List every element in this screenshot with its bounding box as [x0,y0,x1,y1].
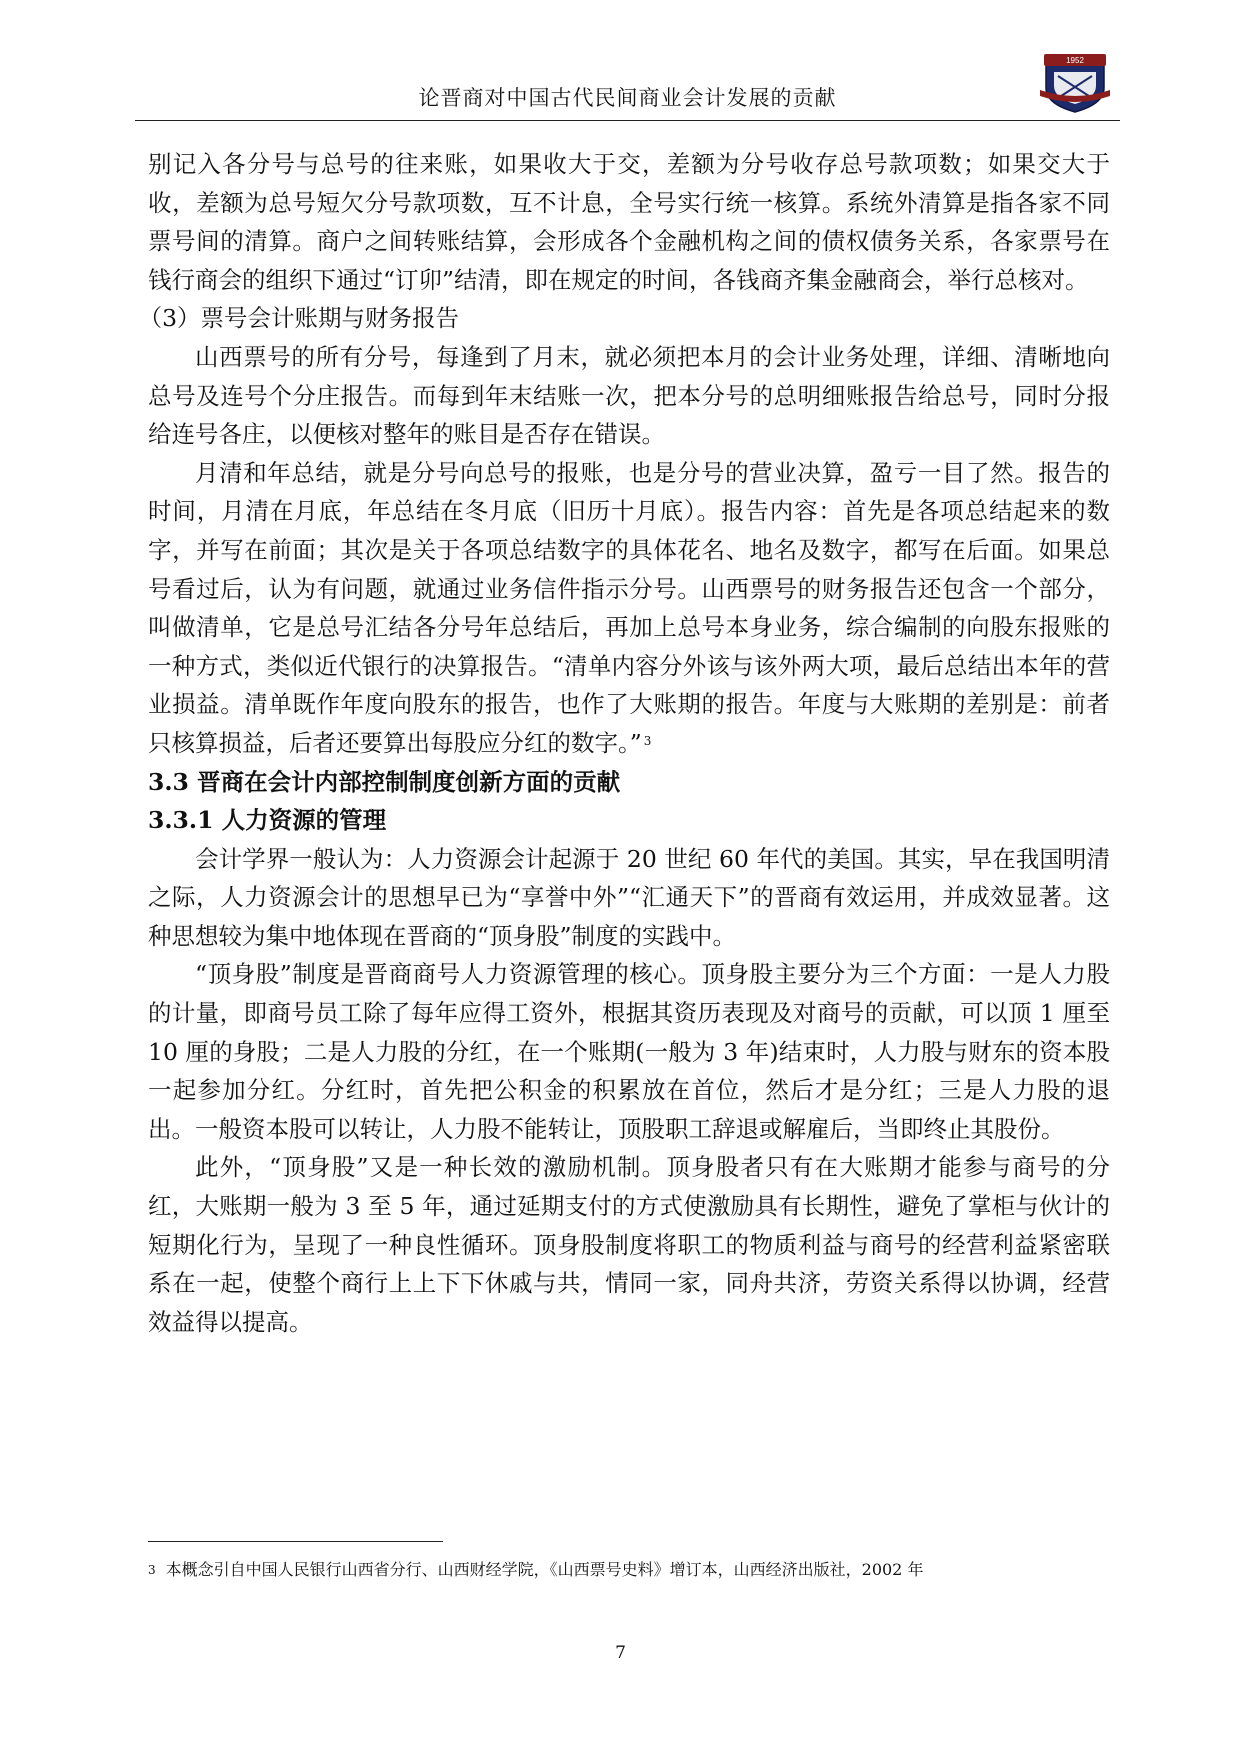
paragraph-text: 月清和年总结，就是分号向总号的报账，也是分号的营业决算，盈亏一目了然。报告的时间，月清在月底，年总结在冬月底（旧历十月底）。报告内容：首先是各项总结起来的数字，并写在前面；其次是关于各项总结数字的具体花名、地名及数字，都写在后面。如果总号看过后，认为有问题，就通过业务信件指示分号。山西票号的财务报告还包含一个部分，叫做清单，它是总号汇结各分号年总结后，再加上总号本身业务，综合编制的向股东报账的一种方式，类似近代银行的决算报告。“清单内容分外该与该外两大项，最后总结出本年的营业损益。清单既作年度向股东的报告，也作了大账期的报告。年度与大账期的差别是：前者只核算损益，后者还要算出每股应分红的数字。” [148,458,1110,757]
footnote-divider [148,1541,443,1542]
body-text [138,145,1110,1341]
subsection-heading: 3.3.1 人力资源的管理 [148,806,387,835]
paragraph: 山西票号的所有分号，每逢到了月末，就必须把本月的会计业务处理，详细、清晰地向总号及连号个分庄报告。而每到年末结账一次，把本分号的总明细账报告给总号，同时分报给连号各庄，以便核对整年的账目是否存在错误。 [148,342,1110,449]
paragraph: 此外，“顶身股”又是一种长效的激励机制。顶身股者只有在大账期才能参与商号的分红，大账期一般为 3 至 5 年，通过延期支付的方式使激励具有长期性，避免了掌柜与伙计的短期化行为，呈现了一种良性循环。顶身股制度将职工的物质利益与商号的经营利益紧密联系在一起，使整个商行上上下下休戚与共，情同一家，同舟共济，劳资关系得以协调，经营效益得以提高。 [148,1153,1110,1336]
footnote-ref[interactable]: 3 [643,733,652,748]
footnote [148,1558,1110,1582]
page-header [135,40,1120,121]
svg-text:1952: 1952 [1066,56,1084,65]
paragraph-report [148,454,1110,763]
header-title: 论晋商对中国古代民间商业会计发展的贡献 [418,86,837,110]
section-heading: 3.3 晋商在会计内部控制制度创新方面的贡献 [148,767,621,796]
subsection-title: （3）票号会计账期与财务报告 [138,304,460,333]
university-crest-icon [1040,50,1110,114]
paragraph-continued: 别记入各分号与总号的往来账，如果收大于交，差额为分号收存总号款项数；如果交大于收，差额为总号短欠分号款项数，互不计息，全号实行统一核算。系统外清算是指各家不同票号间的清算。商户之间转账结算，会形成各个金融机构之间的债权债务关系，各家票号在钱行商会的组织下通过“订卯”结清，即在规定的时间，各钱商齐集金融商会，举行总核对。 [148,150,1110,294]
footnote-number: 3 [148,1563,156,1577]
page-number: 7 [615,1643,626,1663]
paragraph: 会计学界一般认为：人力资源会计起源于 20 世纪 60 年代的美国。其实，早在我国明清之际，人力资源会计的思想早已为“享誉中外”“汇通天下”的晋商有效运用，并成效显著。这种思想较为集中地体现在晋商的“顶身股”制度的实践中。 [148,844,1110,950]
footnote-text: 本概念引自中国人民银行山西省分行、山西财经学院，《山西票号史料》增订本，山西经济出版社，2002 年 [165,1560,924,1579]
paragraph: “顶身股”制度是晋商商号人力资源管理的核心。顶身股主要分为三个方面：一是人力股的计量，即商号员工除了每年应得工资外，根据其资历表现及对商号的贡献，可以顶 1 厘至 10 厘的身股；二是人力股的分红，在一个账期(一般为 3 年)结束时，人力股与财东的资本股一起参加分红。分红时，首先把公积金的积累放在首位，然后才是分红；三是人力股的退出。一般资本股可以转让，人力股不能转让，顶股职工辞退或解雇后，当即终止其股份。 [148,960,1110,1143]
